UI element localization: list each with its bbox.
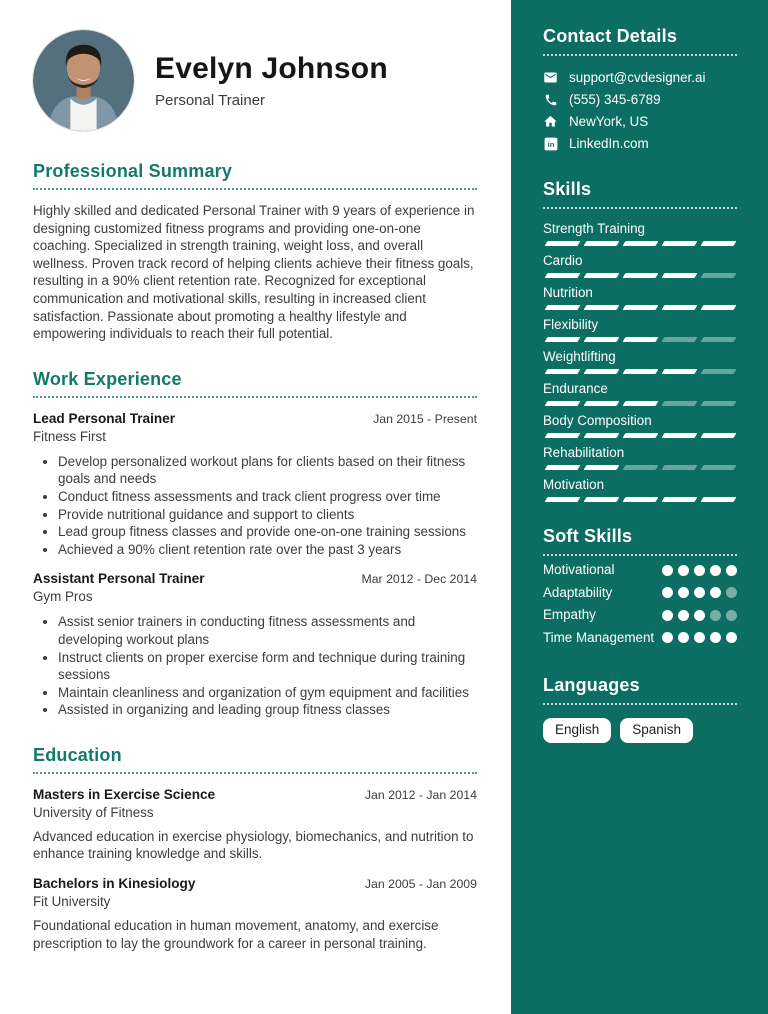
phone-icon [543, 92, 558, 107]
skill-bar-segment-filled [545, 273, 581, 278]
skill-bar-segment-filled [584, 241, 620, 246]
linkedin-icon [543, 136, 558, 151]
skill-label: Motivation [543, 477, 605, 492]
skill-bar-segment-filled [545, 305, 581, 310]
skill-bar-segment-filled [584, 337, 620, 342]
skill-bar-segment-empty [662, 465, 698, 470]
contact-row [543, 92, 737, 107]
skill-bar-segment-empty [701, 273, 737, 278]
degree-header [33, 787, 477, 802]
skill-bar [543, 337, 737, 342]
skill-bar-segment-filled [662, 241, 698, 246]
contact-text: NewYork, US [569, 114, 649, 129]
skill-bar-segment-filled [545, 337, 581, 342]
soft-skill-label: Motivational [543, 562, 615, 577]
degree-school: University of Fitness [33, 804, 154, 820]
skill-bar-segment-empty [701, 465, 737, 470]
rating-dot-filled [710, 632, 721, 643]
soft-skill-dots [662, 584, 737, 602]
degree-entry [33, 787, 477, 863]
jobs-list [33, 411, 477, 719]
sidebar [511, 0, 768, 1014]
skill-bar-segment-filled [584, 273, 620, 278]
rating-dot-empty [726, 587, 737, 598]
skill-item [543, 477, 737, 502]
skill-item [543, 349, 737, 374]
skill-label: Body Composition [543, 413, 652, 428]
skill-item [543, 445, 737, 470]
skill-bar [543, 305, 737, 310]
job-header [33, 411, 477, 426]
skill-bar-segment-empty [662, 337, 698, 342]
avatar-illustration [33, 30, 134, 131]
job-header [33, 571, 477, 586]
rating-dot-filled [662, 565, 673, 576]
soft-skill-row [543, 606, 737, 624]
skill-label: Weightlifting [543, 349, 616, 364]
skill-bar-segment-filled [662, 433, 698, 438]
skill-bar [543, 401, 737, 406]
soft-skills-list [543, 561, 737, 647]
skill-bar-segment-filled [584, 305, 620, 310]
rating-dot-filled [678, 587, 689, 598]
skill-item [543, 381, 737, 406]
skill-bar-segment-filled [623, 497, 659, 502]
contact-text: (555) 345-6789 [569, 92, 661, 107]
contact-heading: Contact Details [543, 26, 737, 56]
skill-bar-segment-filled [545, 433, 581, 438]
languages-section [543, 675, 737, 744]
degree-title: Bachelors in Kinesiology [33, 876, 196, 892]
job-dates: Mar 2012 - Dec 2014 [361, 572, 477, 587]
languages-heading: Languages [543, 675, 737, 705]
education-heading: Education [33, 745, 477, 774]
language-pill: Spanish [620, 718, 693, 744]
email-icon [543, 70, 558, 85]
skill-label: Cardio [543, 253, 583, 268]
svg-text:in: in [547, 139, 554, 149]
skill-bar [543, 273, 737, 278]
job-bullet: • Provide nutritional guidance and support to clients [58, 506, 477, 524]
rating-dot-filled [694, 610, 705, 621]
skill-bar-segment-filled [545, 497, 581, 502]
job-entry [33, 411, 477, 559]
skill-bar-segment-filled [545, 401, 581, 406]
job-title: Assistant Personal Trainer [33, 571, 205, 587]
job-title: Lead Personal Trainer [33, 410, 176, 426]
experience-section [33, 369, 477, 719]
job-company: Fitness First [33, 428, 106, 444]
skill-bar [543, 497, 737, 502]
skill-label: Flexibility [543, 317, 599, 332]
contact-row [543, 70, 737, 85]
job-bullet: • Assisted in organizing and leading group fitness classes [58, 701, 477, 719]
header [33, 30, 477, 131]
skill-bar-segment-filled [662, 273, 698, 278]
profile-photo [33, 30, 134, 131]
job-bullet: • Achieved a 90% client retention rate over the past 3 years [58, 541, 477, 559]
rating-dot-filled [678, 632, 689, 643]
skill-bar-segment-filled [623, 369, 659, 374]
skill-bar-segment-empty [701, 401, 737, 406]
job-bullet: • Lead group fitness classes and provide one-on-one training sessions [58, 523, 477, 541]
skill-bar-segment-filled [623, 433, 659, 438]
soft-skill-dots [662, 606, 737, 624]
skill-label: Nutrition [543, 285, 593, 300]
skills-heading: Skills [543, 179, 737, 209]
rating-dot-filled [662, 632, 673, 643]
soft-skill-dots [662, 629, 737, 647]
skill-bar-segment-filled [623, 305, 659, 310]
skill-bar-segment-filled [584, 433, 620, 438]
degree-header [33, 876, 477, 891]
job-bullets [33, 453, 477, 559]
skill-bar-segment-filled [545, 465, 581, 470]
soft-skill-label: Time Management [543, 629, 655, 645]
contact-section [543, 26, 737, 151]
contact-row [543, 136, 737, 151]
soft-skill-label: Empathy [543, 607, 596, 622]
skill-bar-segment-filled [623, 241, 659, 246]
skill-bar-segment-filled [701, 433, 737, 438]
soft-skills-section [543, 526, 737, 647]
skill-bar-segment-empty [701, 337, 737, 342]
skill-bar-segment-filled [584, 369, 620, 374]
education-section [33, 745, 477, 952]
summary-section [33, 161, 477, 343]
degree-description: Foundational education in human movement, anatomy, and exercise prescription to lay the groundwork for a career in personal training. [33, 918, 439, 951]
skill-label: Strength Training [543, 221, 645, 236]
job-bullets [33, 613, 477, 719]
skill-bar [543, 433, 737, 438]
person-name: Evelyn Johnson [155, 51, 388, 85]
skill-bar-segment-filled [701, 497, 737, 502]
rating-dot-filled [678, 610, 689, 621]
soft-skill-row [543, 629, 737, 647]
skill-bar-segment-filled [623, 401, 659, 406]
degrees-list [33, 787, 477, 952]
soft-skill-row [543, 561, 737, 579]
contact-row [543, 114, 737, 129]
contact-text[interactable]: support@cvdesigner.ai [569, 70, 706, 85]
job-bullet: • Conduct fitness assessments and track client progress over time [58, 488, 477, 506]
rating-dot-filled [694, 587, 705, 598]
degree-title: Masters in Exercise Science [33, 786, 216, 802]
skill-bar-segment-filled [701, 305, 737, 310]
person-title: Personal Trainer [155, 92, 266, 110]
soft-skill-dots [662, 561, 737, 579]
job-company: Gym Pros [33, 589, 93, 605]
skill-bar-segment-filled [545, 241, 581, 246]
soft-skill-row [543, 584, 737, 602]
skill-bar-segment-empty [662, 401, 698, 406]
rating-dot-filled [726, 632, 737, 643]
rating-dot-filled [694, 565, 705, 576]
job-bullet: • Instruct clients on proper exercise form and technique during training sessions [58, 649, 477, 684]
skill-bar-segment-filled [701, 241, 737, 246]
skill-label: Endurance [543, 381, 608, 396]
rating-dot-filled [662, 610, 673, 621]
skill-bar [543, 369, 737, 374]
summary-heading: Professional Summary [33, 161, 477, 190]
skill-bar-segment-filled [623, 273, 659, 278]
name-block [155, 52, 388, 110]
skill-item [543, 317, 737, 342]
skill-bar-segment-empty [623, 465, 659, 470]
home-icon [543, 114, 558, 129]
job-bullet: • Develop personalized workout plans for clients based on their fitness goals and needs [58, 453, 477, 488]
rating-dot-empty [710, 610, 721, 621]
job-entry [33, 571, 477, 719]
rating-dot-filled [726, 565, 737, 576]
rating-dot-empty [726, 610, 737, 621]
degree-entry [33, 876, 477, 952]
skill-item [543, 285, 737, 310]
soft-skills-heading: Soft Skills [543, 526, 737, 556]
skill-item [543, 221, 737, 246]
degree-dates: Jan 2005 - Jan 2009 [364, 877, 477, 892]
skill-bar-segment-filled [584, 401, 620, 406]
rating-dot-filled [710, 587, 721, 598]
soft-skill-label: Adaptability [543, 584, 613, 600]
languages-list [543, 718, 737, 744]
job-dates: Jan 2015 - Present [373, 411, 477, 426]
skill-bar-segment-filled [545, 369, 581, 374]
job-bullet: • Maintain cleanliness and organization of gym equipment and facilities [58, 684, 477, 702]
skill-bar-segment-filled [662, 369, 698, 374]
skill-item [543, 413, 737, 438]
skill-bar-segment-filled [623, 337, 659, 342]
language-pill: English [543, 718, 611, 744]
contact-list [543, 70, 737, 151]
degree-dates: Jan 2012 - Jan 2014 [364, 787, 477, 802]
skill-bar-segment-filled [584, 465, 620, 470]
skill-bar [543, 241, 737, 246]
rating-dot-filled [678, 565, 689, 576]
skill-bar-segment-empty [701, 369, 737, 374]
contact-text[interactable]: LinkedIn.com [569, 136, 649, 151]
summary-text: Highly skilled and dedicated Personal Trainer with 9 years of experience in designing customized fitness programs and providing one-on-one coaching. Specialized in strength training, weight loss, and overall wellness. Proven track record of helping clients achieve their fitness goals, resulting in a 90% client retention rate. Recognized for exceptional communication and motivational skills, resulting in increased client satisfaction. Passionate about promoting a healthy lifestyle and empowering individuals to reach their full potential. [33, 203, 475, 342]
rating-dot-filled [662, 587, 673, 598]
skill-label: Rehabilitation [543, 445, 625, 460]
skill-bar [543, 465, 737, 470]
skill-item [543, 253, 737, 278]
skills-section [543, 179, 737, 502]
rating-dot-filled [710, 565, 721, 576]
degree-description: Advanced education in exercise physiology, biomechanics, and nutrition to enhance training knowledge and skills. [33, 828, 474, 862]
skill-bar-segment-filled [662, 497, 698, 502]
experience-heading: Work Experience [33, 369, 477, 398]
rating-dot-filled [694, 632, 705, 643]
skill-bar-segment-filled [584, 497, 620, 502]
job-bullet: • Assist senior trainers in conducting fitness assessments and developing workout plans [58, 613, 477, 648]
skills-list [543, 221, 737, 502]
degree-school: Fit University [33, 894, 111, 910]
skill-bar-segment-filled [662, 305, 698, 310]
